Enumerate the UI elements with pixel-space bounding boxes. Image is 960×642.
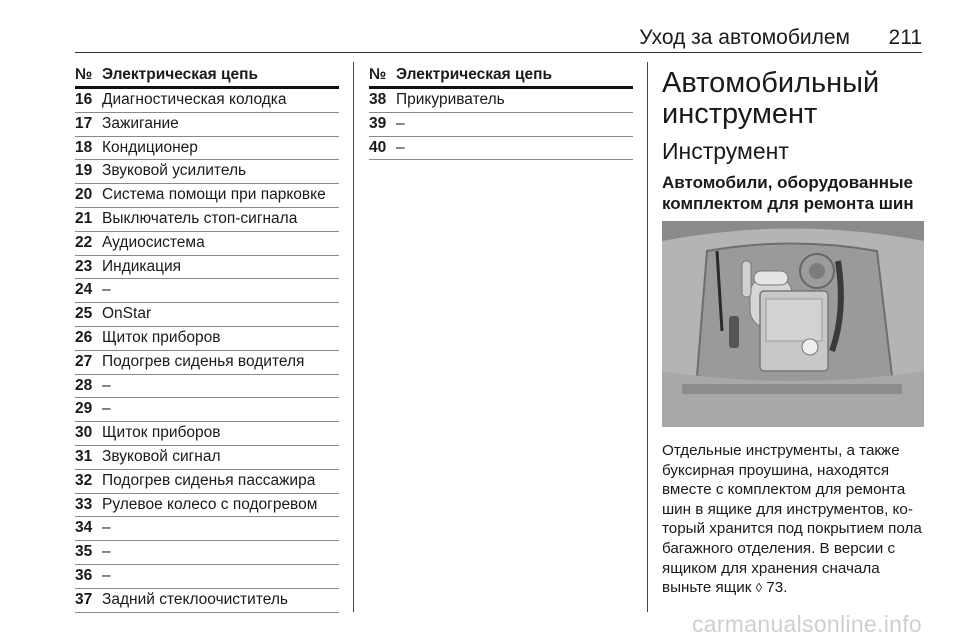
column-divider-right: [647, 62, 648, 612]
row-circuit: Система помощи при парковке: [102, 186, 326, 204]
row-number: 37: [75, 590, 93, 608]
row-circuit: –: [102, 281, 111, 299]
table-row: [75, 351, 339, 375]
row-circuit: Щиток приборов: [102, 328, 221, 346]
row-number: 27: [75, 352, 93, 370]
row-number: 34: [75, 519, 93, 537]
row-number: 16: [75, 91, 93, 108]
table-row: [75, 446, 339, 470]
row-number: 33: [75, 495, 93, 513]
table-row: [75, 208, 339, 232]
table-header: [369, 64, 633, 89]
table-row: [75, 303, 339, 327]
row-circuit: OnStar: [102, 305, 152, 323]
row-number: 17: [75, 114, 93, 132]
table-row: [75, 565, 339, 589]
running-header-title: Уход за автомобилем: [639, 26, 850, 49]
header-number: №: [75, 66, 93, 83]
table-row: [75, 517, 339, 541]
table-row: [75, 160, 339, 184]
row-number: 28: [75, 376, 93, 394]
row-number: 23: [75, 257, 93, 275]
row-number: 40: [369, 138, 387, 156]
table-row: [75, 137, 339, 161]
row-circuit: Щиток приборов: [102, 424, 221, 442]
row-number: 20: [75, 186, 93, 204]
table-row: [75, 184, 339, 208]
row-circuit: –: [396, 138, 405, 156]
row-circuit: Рулевое колесо с подогревом: [102, 495, 318, 513]
row-number: 36: [75, 566, 93, 584]
row-circuit: –: [102, 566, 111, 584]
table-row: [369, 113, 633, 137]
table-row: [75, 589, 339, 613]
table-row: [75, 113, 339, 137]
fuse-table-left: [75, 64, 339, 613]
row-circuit: Выключатель стоп-сигнала: [102, 209, 298, 227]
row-circuit: Прикуриватель: [396, 91, 505, 108]
section-subsubheading: Автомобили, оборудованные комплектом для ремонта шин: [662, 173, 914, 213]
row-number: 26: [75, 328, 93, 346]
body-paragraph: [662, 441, 928, 598]
row-circuit: Аудиосистема: [102, 233, 205, 251]
table-row: [75, 470, 339, 494]
header-circuit: Электрическая цепь: [102, 66, 259, 83]
table-row: [75, 89, 339, 113]
row-number: 21: [75, 209, 93, 227]
row-number: 32: [75, 471, 93, 489]
row-number: 29: [75, 400, 93, 418]
row-circuit: –: [102, 400, 111, 418]
tool-kit-illustration: [662, 221, 924, 427]
row-circuit: Подогрев сиденья пассажира: [102, 471, 316, 489]
page-reference-link[interactable]: 73: [766, 579, 784, 597]
row-circuit: Зажигание: [102, 114, 179, 132]
row-number: 30: [75, 424, 93, 442]
section-subheading: Инструмент: [662, 138, 789, 164]
table-row: [75, 375, 339, 399]
header-rule: [75, 52, 922, 53]
row-circuit: –: [102, 519, 111, 537]
row-number: 38: [369, 91, 387, 108]
row-circuit: Подогрев сиденья водителя: [102, 352, 305, 370]
fuse-table-right: [369, 64, 633, 160]
row-circuit: –: [396, 114, 405, 132]
page-ref-arrow-icon: ◊: [755, 580, 763, 596]
tool-kit-photo: [662, 221, 924, 427]
header-circuit: Электрическая цепь: [396, 66, 553, 83]
row-number: 25: [75, 305, 93, 323]
row-circuit: Задний стеклоочиститель: [102, 590, 288, 608]
column-divider-left: [353, 62, 354, 612]
row-number: 24: [75, 281, 93, 299]
row-circuit: Кондиционер: [102, 138, 198, 156]
row-number: 31: [75, 447, 93, 465]
table-row: [369, 89, 633, 113]
body-text-end: .: [783, 579, 788, 597]
table-row: [75, 398, 339, 422]
table-row: [75, 232, 339, 256]
row-circuit: Звуковой усилитель: [102, 162, 247, 180]
page-number: 211: [888, 26, 922, 49]
row-number: 18: [75, 138, 93, 156]
watermark: carmanualsonline.info: [691, 611, 922, 637]
row-circuit: –: [102, 543, 111, 561]
table-row: [75, 279, 339, 303]
table-header: [75, 64, 339, 89]
body-text: Отдельные инструменты, а также буксирная проушина, находятся вместе с комплектом для ремонта шин в ящике для инструментов, который хранится под покрытием пола багажного отделения. В версии с ящиком для хранения сначала выньте ящик: [662, 442, 922, 597]
table-row: [75, 256, 339, 280]
table-row: [75, 327, 339, 351]
row-circuit: –: [102, 376, 111, 394]
section-heading: Автомобильный инструмент: [662, 67, 880, 130]
row-circuit: Диагностическая колодка: [102, 91, 287, 108]
row-number: 22: [75, 233, 93, 251]
table-row: [75, 422, 339, 446]
row-circuit: Звуковой сигнал: [102, 447, 221, 465]
header-number: №: [369, 66, 387, 83]
table-row: [75, 494, 339, 518]
row-circuit: Индикация: [102, 257, 182, 275]
row-number: 35: [75, 543, 93, 561]
row-number: 39: [369, 114, 387, 132]
row-number: 19: [75, 162, 93, 180]
table-row: [75, 541, 339, 565]
table-row: [369, 137, 633, 161]
